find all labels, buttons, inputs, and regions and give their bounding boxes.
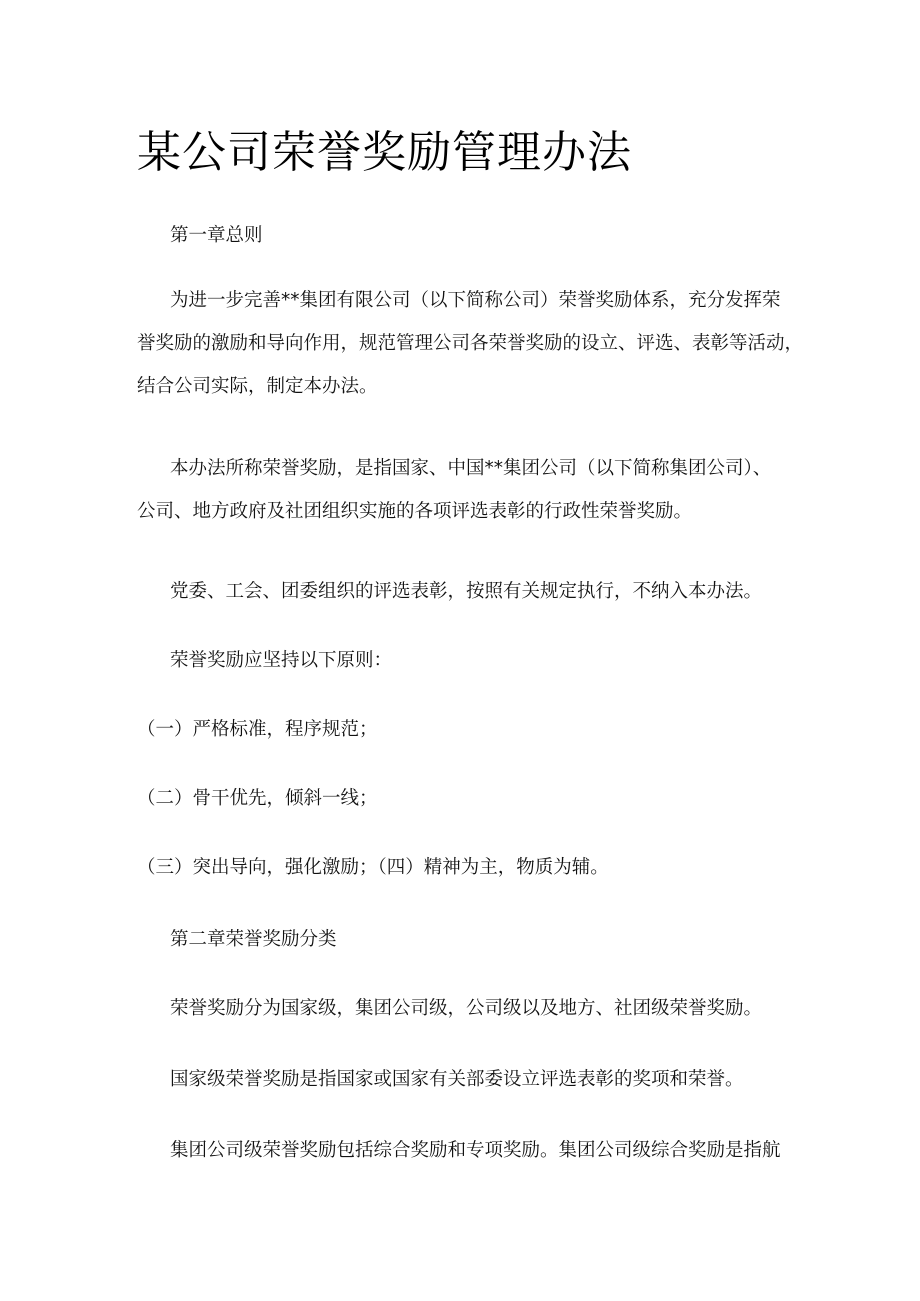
chapter2-heading: 第二章荣誉奖励分类 (170, 929, 337, 950)
paragraph-purpose-line-3: 结合公司实际，制定本办法。 (137, 376, 378, 397)
paragraph-definition-line-1: 本办法所称荣誉奖励，是指国家、中国**集团公司（以下简称集团公司）、 (170, 458, 772, 479)
paragraph-national-level: 国家级荣誉奖励是指国家或国家有关部委设立评选表彰的奖项和荣誉。 (170, 1069, 744, 1090)
paragraph-purpose-line-1: 为进一步完善**集团有限公司（以下简称公司）荣誉奖励体系，充分发挥荣 (170, 290, 781, 311)
chapter1-heading: 第一章总则 (170, 225, 263, 246)
paragraph-group-level: 集团公司级荣誉奖励包括综合奖励和专项奖励。集团公司级综合奖励是指航 (170, 1140, 781, 1161)
principle-item-1: （一）严格标准，程序规范； (137, 719, 378, 740)
principle-item-3: （三）突出导向，强化激励；（四）精神为主，物质为辅。 (137, 857, 609, 878)
paragraph-definition-line-2: 公司、地方政府及社团组织实施的各项评选表彰的行政性荣誉奖励。 (137, 501, 693, 522)
paragraph-exclusion: 党委、工会、团委组织的评选表彰，按照有关规定执行，不纳入本办法。 (170, 581, 763, 602)
paragraph-purpose-line-2: 誉奖励的激励和导向作用，规范管理公司各荣誉奖励的设立、评选、表彰等活动， (137, 333, 804, 354)
paragraph-principles-intro: 荣誉奖励应坚持以下原则： (170, 650, 393, 671)
document-title: 某公司荣誉奖励管理办法 (137, 127, 632, 178)
principle-item-2: （二）骨干优先，倾斜一线； (137, 788, 378, 809)
paragraph-definition (137, 447, 787, 533)
paragraph-purpose (137, 279, 804, 408)
paragraph-classification: 荣誉奖励分为国家级，集团公司级，公司级以及地方、社团级荣誉奖励。 (170, 998, 763, 1019)
